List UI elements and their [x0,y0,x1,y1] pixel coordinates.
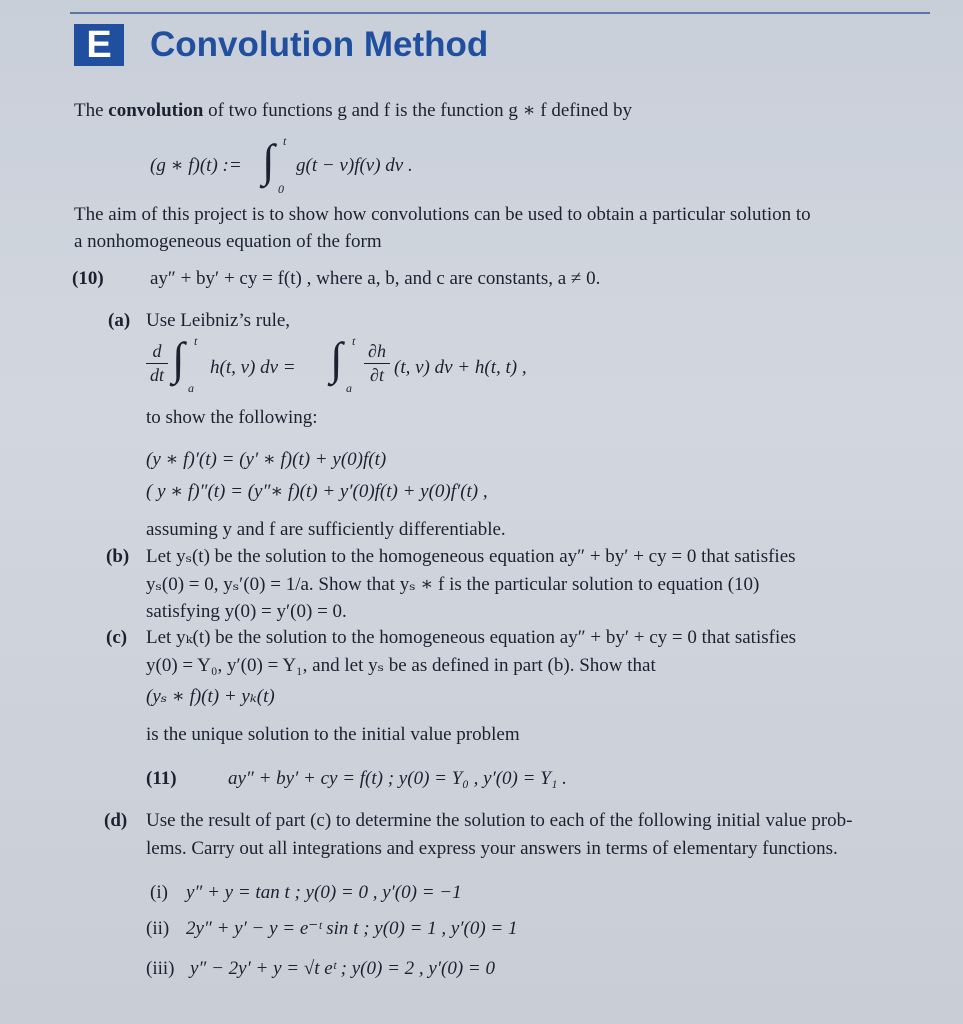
part-c-line-2: y(0) = Y₀, y′(0) = Y₁, and let yₛ be as defined in part (b). Show that [146,655,656,676]
identity-1: (y ∗ f)′(t) = (y′ ∗ f)(t) + y(0)f(t) [146,449,387,470]
section-letter-badge: E [74,24,124,66]
leibniz-rhs: (t, v) dv + h(t, t) , [394,357,527,378]
part-a-intro: Use Leibniz’s rule, [146,310,291,331]
part-d-line-1: Use the result of part (c) to determine the solution to each of the following initial value prob- [146,810,853,831]
leibniz-integral-sign-right: ∫ [330,333,343,384]
equation-10-label: (10) [72,268,104,289]
equation-11-label: (11) [146,768,177,789]
integral-sign: ∫ [262,135,275,186]
part-b-line-1: Let yₛ(t) be the solution to the homogeneous equation ay″ + by′ + cy = 0 that satisfies [146,546,796,567]
definition-integrand: g(t − v)f(v) dv . [296,155,413,176]
section-title: Convolution Method [150,25,489,64]
intro-line: The convolution of two functions g and f is the function g ∗ f defined by [74,100,633,121]
problem-ii-label: (ii) [146,918,170,939]
convolution-term: convolution [108,100,204,121]
leibniz-lower-limit-left: a [188,381,194,395]
problem-i-label: (i) [150,882,168,903]
part-c-solution-expression: (yₛ ∗ f)(t) + yₖ(t) [146,686,275,707]
leibniz-upper-limit-left: t [194,334,198,348]
aim-line-2: a nonhomogeneous equation of the form [74,231,382,252]
problem-iii-label: (iii) [146,958,175,979]
part-c-line-1: Let yₖ(t) be the solution to the homogeneous equation ay″ + by′ + cy = 0 that satisfies [146,627,797,648]
identity-2: ( y ∗ f)″(t) = (y″∗ f)(t) + y′(0)f(t) + y(0)f′(t) , [146,481,488,502]
part-a-label: (a) [108,310,131,331]
problem-i: y″ + y = tan t ; y(0) = 0 , y′(0) = −1 [186,882,462,903]
leibniz-lhs: h(t, v) dv = [210,357,296,378]
problem-ii: 2y″ + y′ − y = e⁻ᵗ sin t ; y(0) = 1 , y′(0) = 1 [186,918,518,939]
part-b-line-3: satisfying y(0) = y′(0) = 0. [146,601,347,622]
leibniz-integral-sign-left: ∫ [172,333,185,384]
part-c-line-4: is the unique solution to the initial value problem [146,724,520,745]
part-a-assumption: assuming y and f are sufficiently differentiable. [146,519,506,540]
part-d-line-2: lems. Carry out all integrations and express your answers in terms of elementary functions. [146,838,838,859]
leibniz-derivative: d dt [146,341,168,386]
aim-line-1: The aim of this project is to show how convolutions can be used to obtain a particular solution to [74,204,811,225]
part-d-label: (d) [104,810,128,831]
part-b-label: (b) [106,546,130,567]
equation-10: ay″ + by′ + cy = f(t) , where a, b, and c are constants, a ≠ 0. [150,268,601,289]
equation-11: ay″ + by′ + cy = f(t) ; y(0) = Y₀ , y′(0) = Y₁ . [228,768,567,789]
leibniz-upper-limit-right: t [352,334,356,348]
part-c-label: (c) [106,627,128,648]
integral-lower-limit: 0 [278,182,284,196]
part-b-line-2: yₛ(0) = 0, yₛ′(0) = 1/a. Show that yₛ ∗ f is the particular solution to equation (10) [146,574,760,595]
header-rule [70,12,930,14]
leibniz-partial: ∂h ∂t [364,341,390,386]
problem-iii: y″ − 2y′ + y = √t eᵗ ; y(0) = 2 , y′(0) = 0 [190,958,495,979]
part-a-show: to show the following: [146,407,318,428]
definition-lhs: (g ∗ f)(t) := [150,155,242,176]
leibniz-lower-limit-right: a [346,381,352,395]
integral-upper-limit: t [283,134,287,148]
